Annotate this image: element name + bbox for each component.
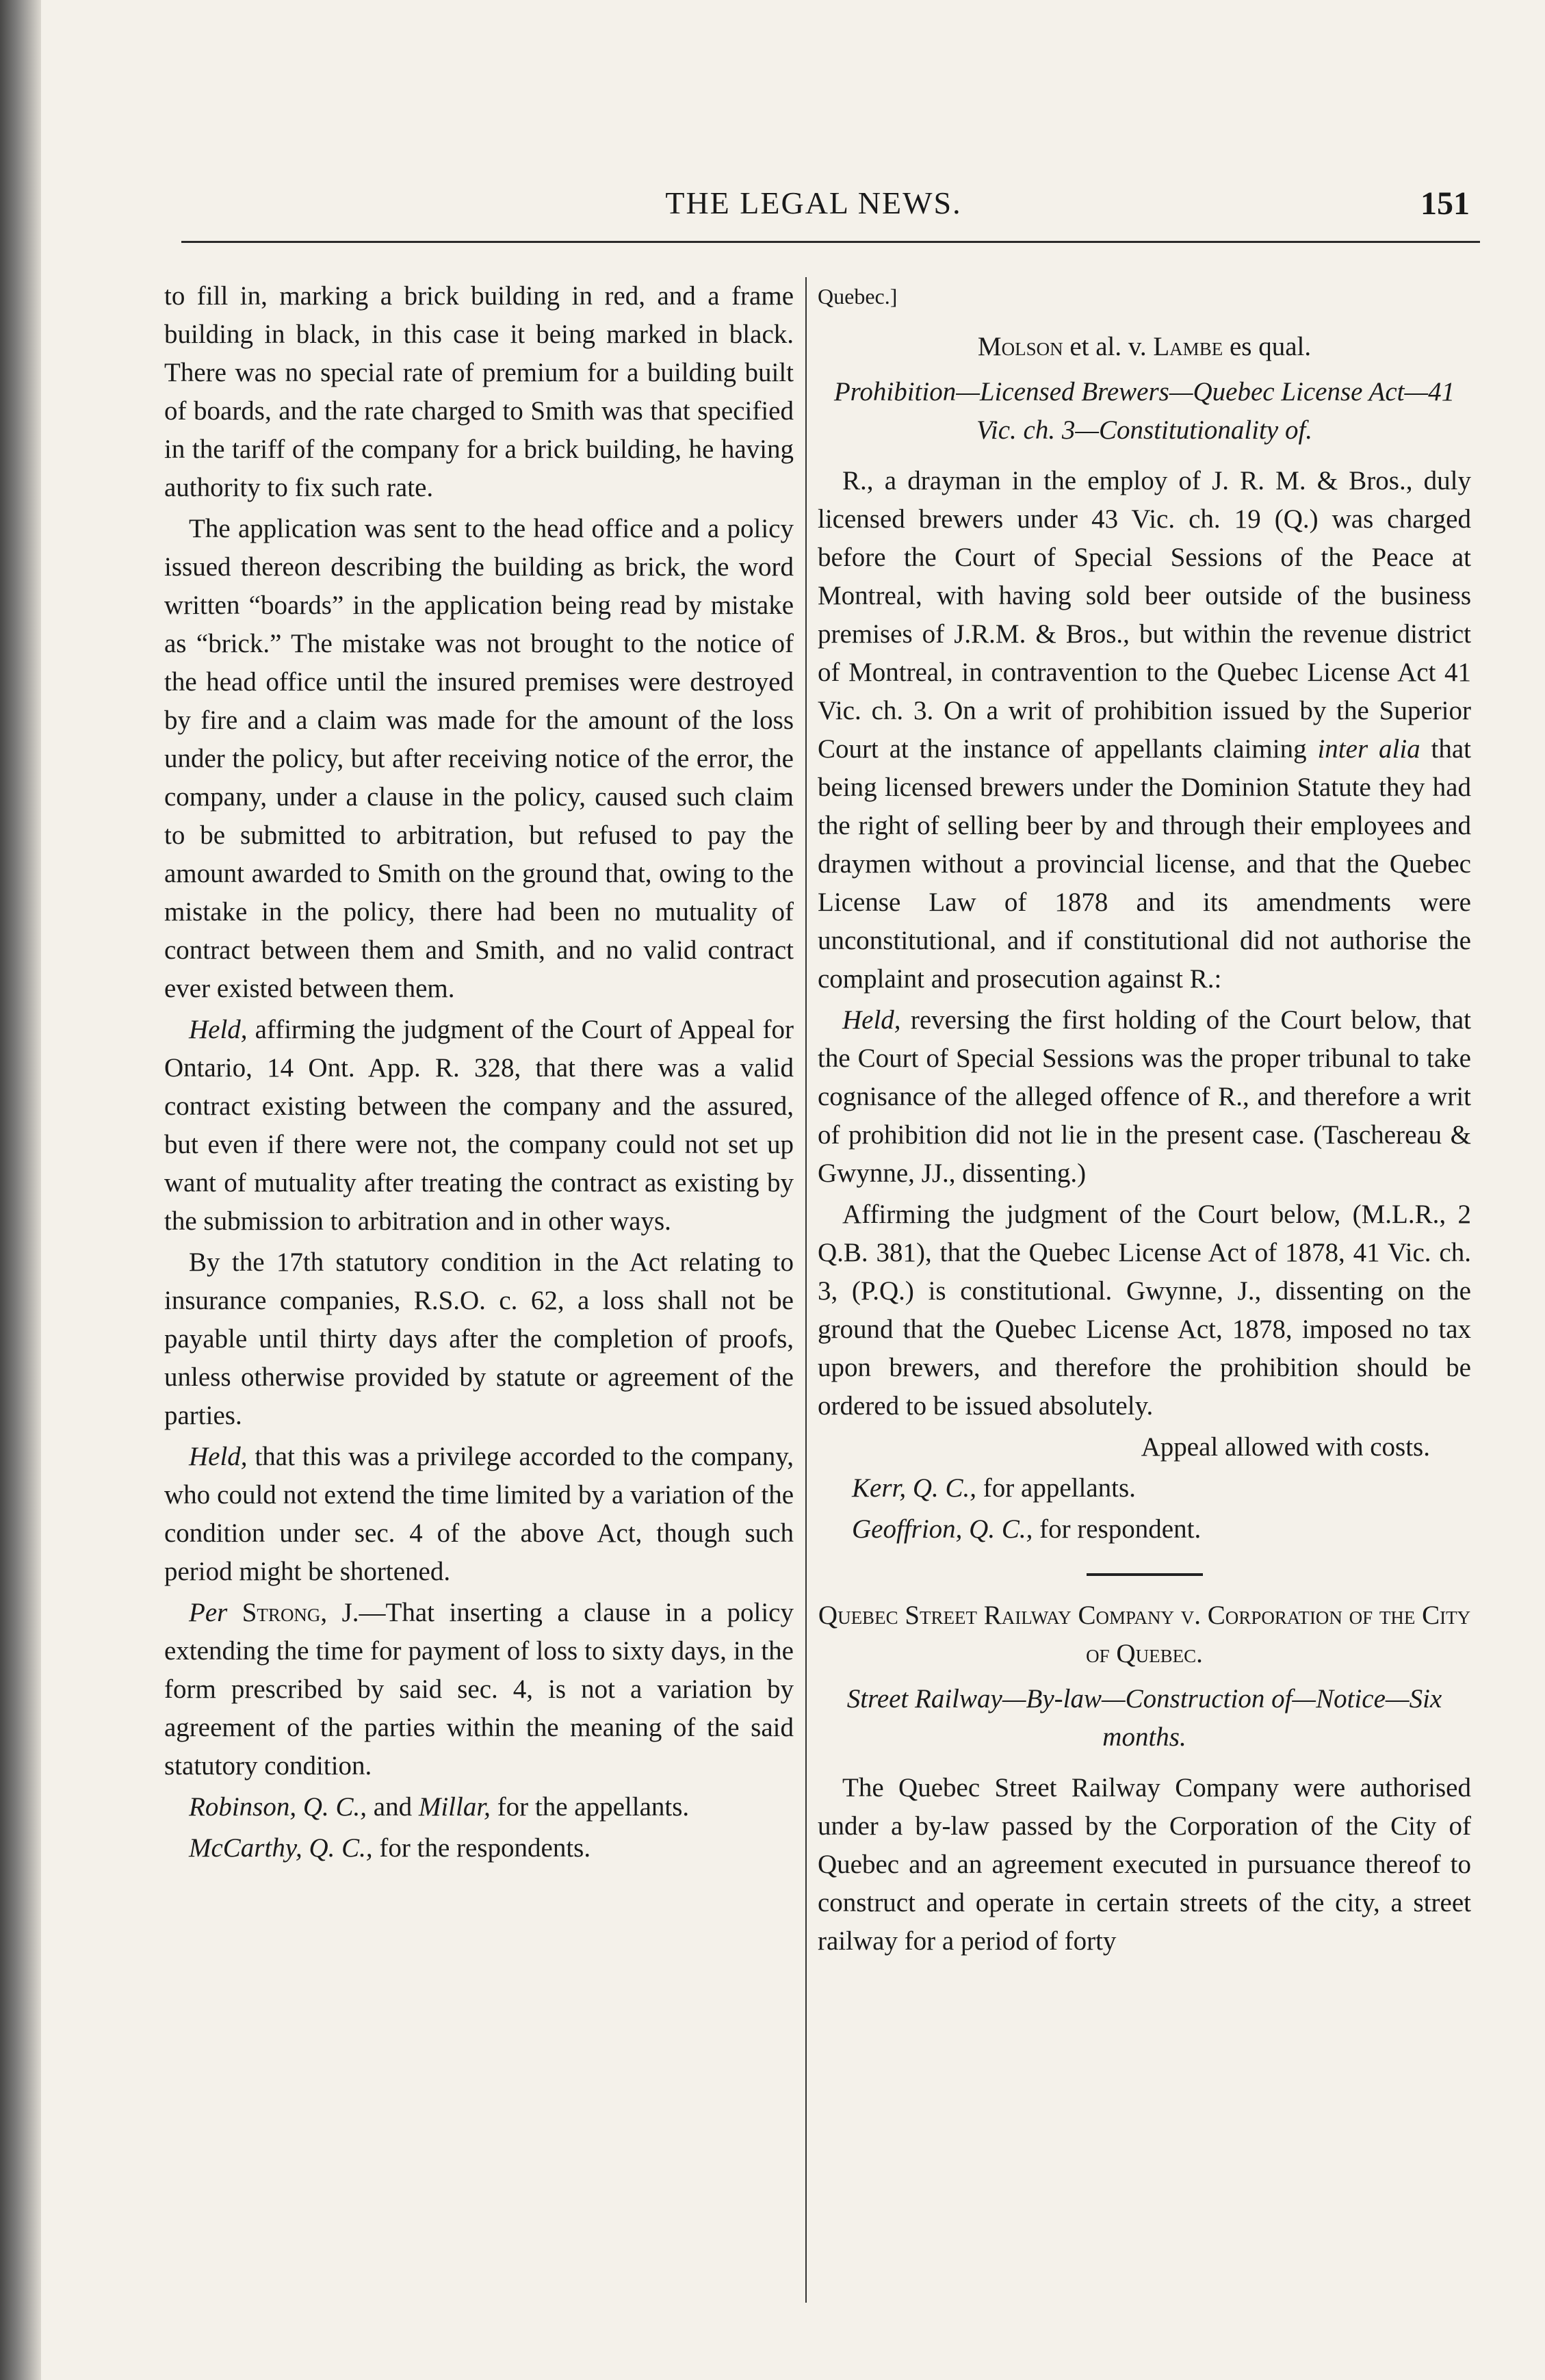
court-tag: Quebec.] [818,284,898,309]
latin-phrase: inter alia [1317,734,1420,764]
paragraph: Affirming the judgment of the Court below, (M.L.R., 2 Q.B. 381), that the Quebec License Act of 1878, 41 Vic. ch. 3, (P.Q.) is constitutional. Gwynne, J., dissenting on the ground that the Quebec License Act, 1878, imposed no tax upon brewers, and therefore the prohibition should be ordered to be issued absolutely. [818,1200,1471,1421]
per-label: Per [189,1598,228,1627]
party-name: Molson [977,332,1063,361]
counsel-line [818,1469,1471,1508]
running-title: THE LEGAL NEWS. [665,185,962,220]
held-label: Held, [189,1015,248,1044]
paragraph [164,1438,794,1591]
case-title: Quebec Street Railway Company v. Corporation of the City of Quebec. [818,1601,1471,1668]
counsel-line [164,1788,794,1826]
judge-name: Strong, J. [227,1598,359,1627]
paragraph-text: affirming the judgment of the Court of Appeal for Ontario, 14 Ont. App. R. 328, that there was a valid contract existing between the company and the assured, but even if there were not, the company could not set up want of mutuality after treating the contract as existing by the submission to arbitration and in other ways. [164,1015,794,1236]
case-headnote: Street Railway—By-law—Construction of—Notice—Six months. [846,1684,1442,1752]
counsel-name: McCarthy, Q. C., [189,1833,373,1863]
counsel-role: for the respondents. [372,1833,591,1863]
paragraph: to fill in, marking a brick building in red, and a frame building in black, in this case it being marked in black. There was no special rate of premium for a building built of boards, and the rate charged to Smith was that specified in the tariff of the company for a brick building, he having authority to fix such rate. [164,281,794,502]
counsel-role: for the appellants. [490,1792,690,1822]
held-label: Held, [189,1442,248,1471]
paragraph-text: reversing the first holding of the Court below, that the Court of Special Sessions was the proper tribunal to take cognisance of the alleged offence of R., and therefore a writ of prohibition did not lie in the present case. (Taschereau & Gwynne, JJ., dissenting.) [818,1005,1471,1188]
paragraph [818,1001,1471,1193]
counsel-line [164,1829,794,1867]
counsel-line [818,1510,1471,1549]
paragraph [164,1594,794,1785]
case-headnote: Prohibition—Licensed Brewers—Quebec License Act—41 Vic. ch. 3—Constitutionality of. [833,377,1455,445]
paragraph: The application was sent to the head office and a policy issued thereon describing the building as brick, the word written “boards” in the application being read by mistake as “brick.” The mistake was not brought to the notice of the head office until the insured premises were destroyed by fire and a claim was made for the amount of the loss under the policy, but after receiving notice of the error, the company, under a clause in the policy, caused such claim to be submitted to arbitration, but refused to pay the amount awarded to Smith on the ground that, owing to the mistake in the policy, there had been no mutuality of contract between them and Smith, and no valid contract ever existed between them. [164,514,794,1003]
case-result: Appeal allowed with costs. [1141,1432,1430,1462]
held-label: Held, [842,1005,901,1035]
counsel-name: Geoffrion, Q. C., [852,1514,1033,1544]
counsel-role: for respondent. [1033,1514,1202,1544]
paragraph-text: that being licensed brewers under the Dominion Statute they had the right of selling beer by and through their employees and draymen without a provincial license, and that the Quebec License Law of 1878 and its amendments were unconstitutional, and if constitutional did not authorise the complaint and prosecution against R.: [818,734,1471,994]
paragraph: The Quebec Street Railway Company were authorised under a by-law passed by the Corporation of the City of Quebec and an agreement executed in pursuance thereof to construct and operate in certain streets of the city, a street railway for a period of forty [818,1773,1471,1956]
counsel-name: Kerr, Q. C., [852,1473,977,1503]
paragraph [818,462,1471,998]
page-header [137,185,1490,233]
paragraph-text: that this was a privilege accorded to the company, who could not extend the time limited by a variation of the condition under sec. 4 of the above Act, though such period might be shortened. [164,1442,794,1586]
column-divider [805,277,807,2303]
section-rule [1087,1573,1203,1576]
case-title-suffix: es qual. [1223,332,1312,361]
counsel-name: Robinson, Q. C., [189,1792,367,1822]
scan-edge-shadow [0,0,41,2380]
right-column [818,277,1471,1963]
page-number: 151 [1420,185,1470,222]
paragraph [164,1011,794,1241]
party-name: Lambe [1153,332,1223,361]
counsel-join: and [367,1792,419,1822]
case-title [818,328,1471,366]
paragraph-text: R., a drayman in the employ of J. R. M. & Bros., duly licensed brewers under 43 Vic. ch. 19 (Q.) was charged before the Court of Special Sessions of the Peace at Montreal, with having sold beer outside of the business premises of J.R.M. & Bros., but within the revenue district of Montreal, in contravention to the Quebec License Act 41 Vic. ch. 3. On a writ of prohibition issued by the Superior Court at the instance of appellants claiming [818,466,1471,764]
paragraph: By the 17th statutory condition in the Act relating to insurance companies, R.S.O. c. 62, a loss shall not be payable until thirty days after the completion of proofs, unless otherwise provided by statute or agreement of the parties. [164,1247,794,1430]
case-title-join: et al. v. [1063,332,1154,361]
left-column [164,277,794,1870]
counsel-role: for appellants. [976,1473,1136,1503]
paragraph-text: —That inserting a clause in a policy extending the time for payment of loss to sixty days, in the form prescribed by said sec. 4, is not a variation by agreement of the parties within the meaning of the said statutory condition. [164,1598,794,1781]
counsel-name: Millar, [418,1792,491,1822]
header-rule [181,241,1480,243]
